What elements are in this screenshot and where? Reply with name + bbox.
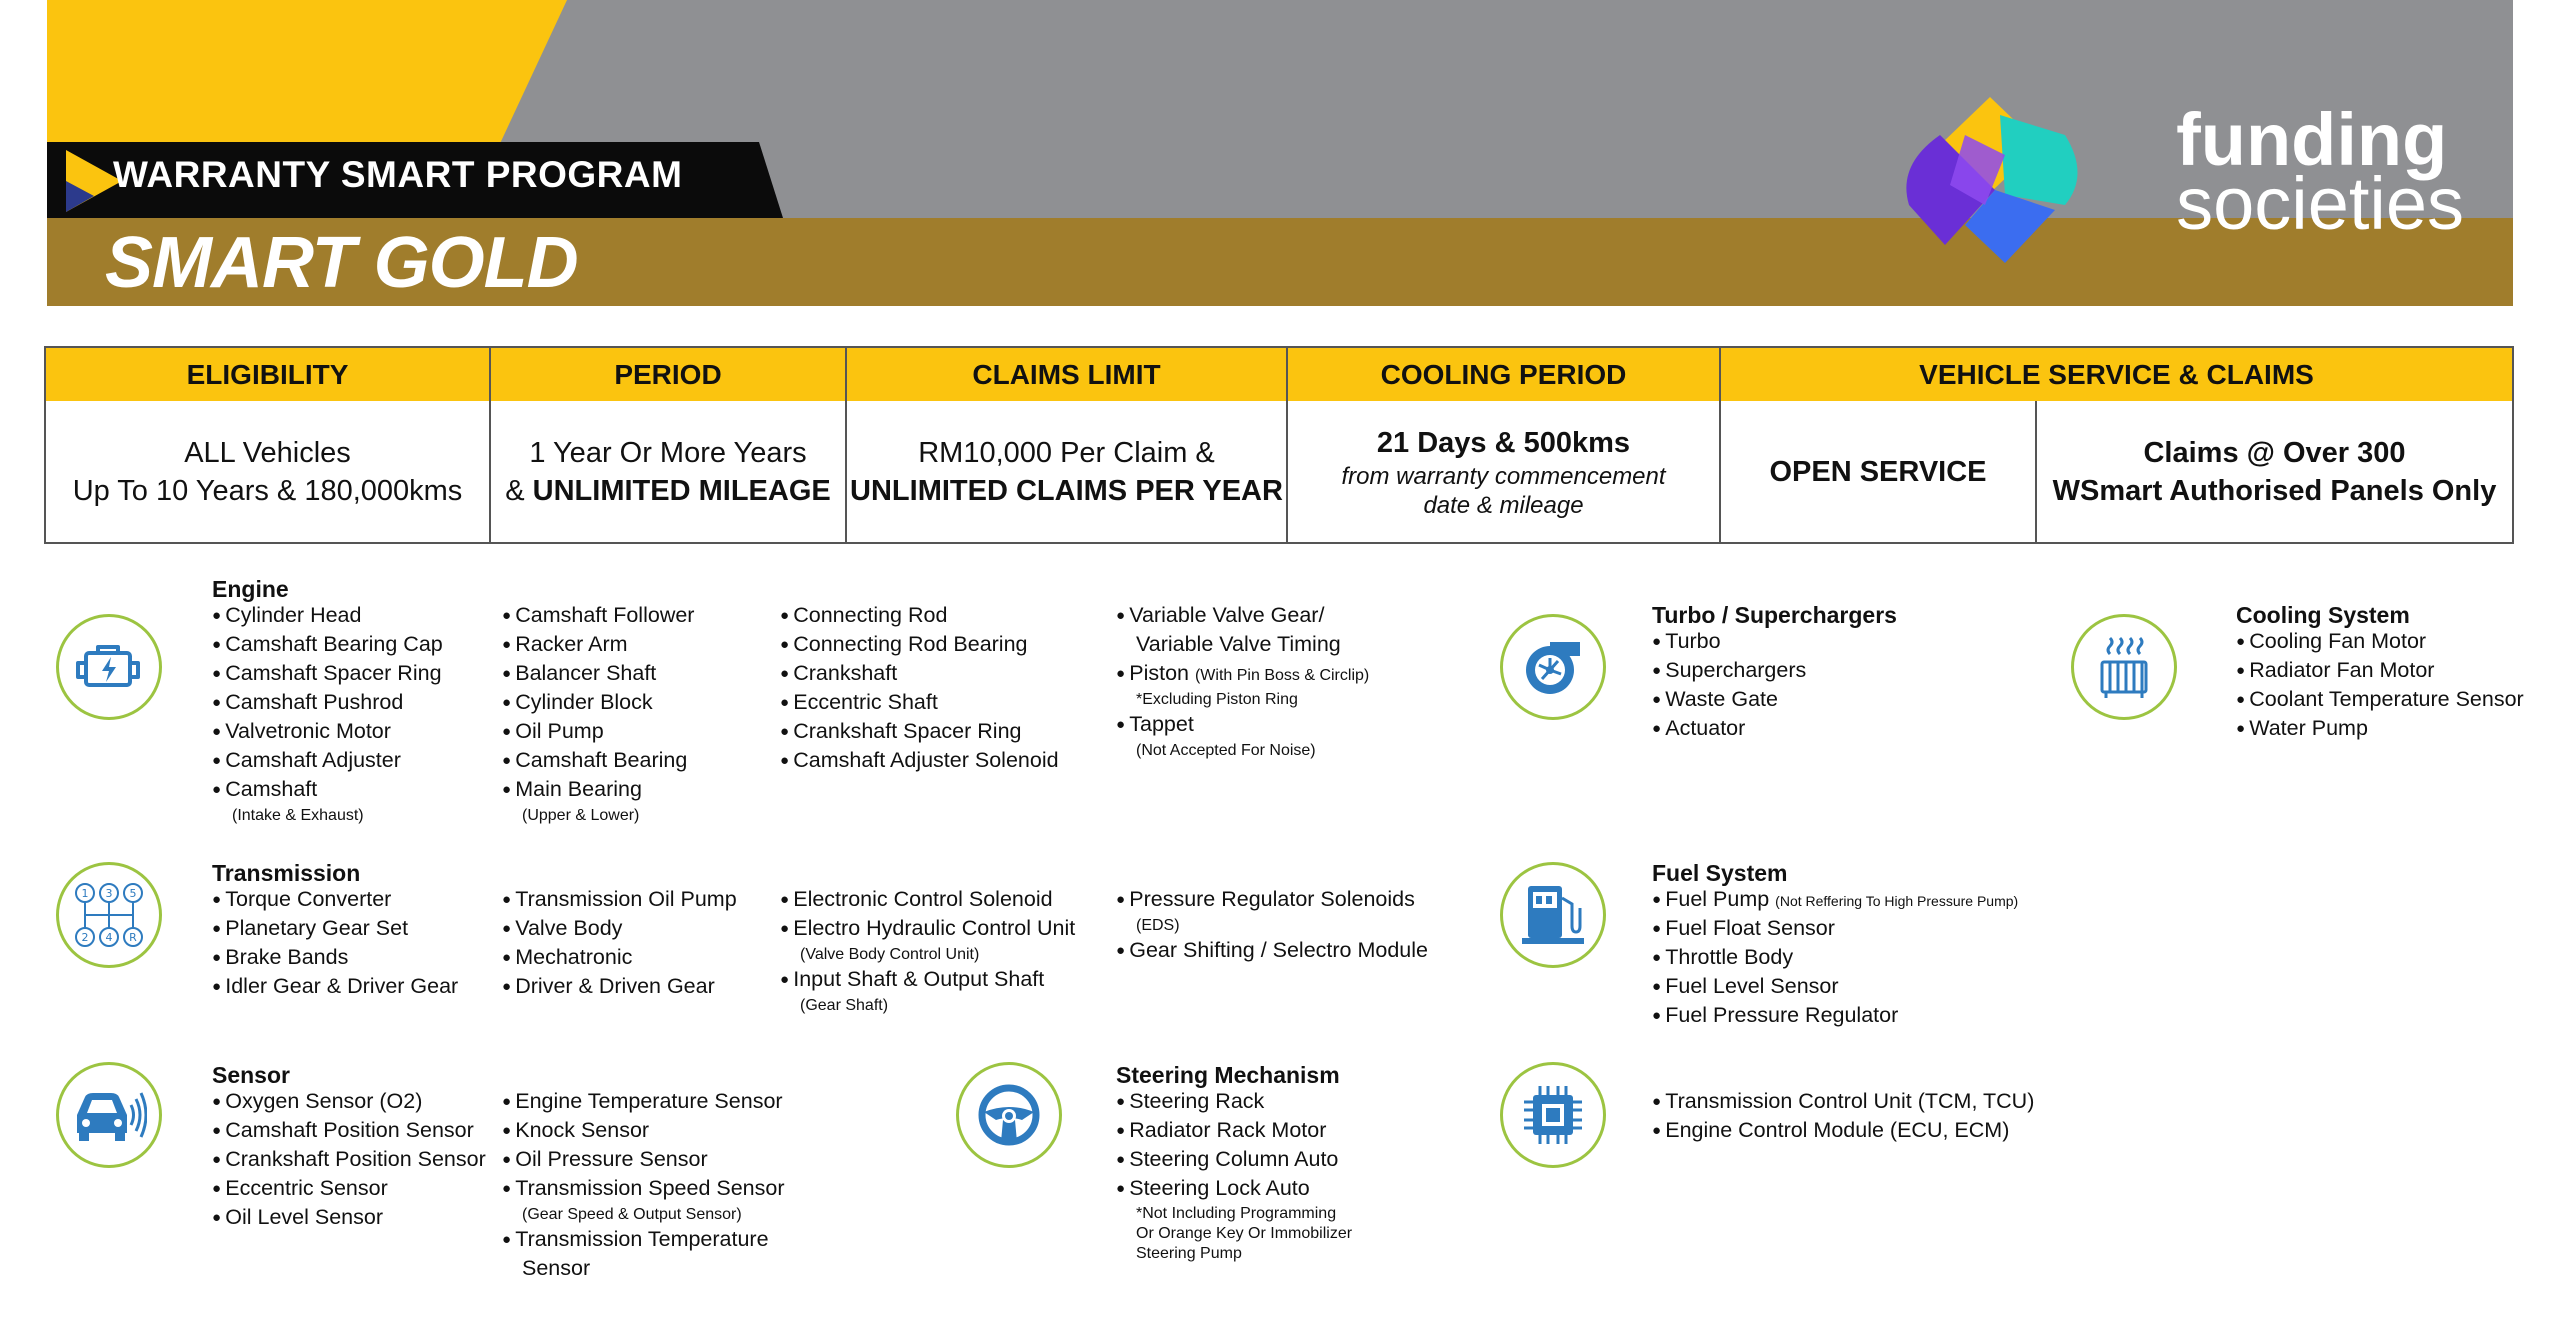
list-item: ● Engine Control Module (ECU, ECM)	[1652, 1117, 2034, 1146]
steering-wheel-icon	[956, 1062, 1062, 1168]
list-item: ● Superchargers	[1652, 657, 1806, 686]
gear-label: R	[129, 931, 137, 944]
list-item: ● Knock Sensor	[502, 1117, 785, 1146]
list-item-continued: Variable Valve Timing	[1136, 632, 1341, 656]
list-item: ● Driver & Driven Gear	[502, 973, 737, 1002]
gear-label: 5	[129, 887, 137, 900]
sensor-title: Sensor	[212, 1062, 290, 1088]
list-item: ● Engine Temperature Sensor	[502, 1088, 785, 1117]
list-item: ● Camshaft Spacer Ring	[212, 660, 443, 689]
turbo-list	[1652, 628, 1806, 744]
gear-shifter-icon	[56, 862, 162, 968]
list-item: ● Camshaft Bearing Cap	[212, 631, 443, 660]
list-item: ● Oil Pressure Sensor	[502, 1146, 785, 1175]
list-item: ● Transmission Speed Sensor	[502, 1175, 785, 1204]
engine-icon	[56, 614, 162, 720]
cell-claims-panels	[2037, 401, 2512, 542]
fuel-pump-icon	[1500, 862, 1606, 968]
list-item: ● Cylinder Head	[212, 602, 443, 631]
funding-societies-logo-icon	[1905, 95, 2085, 265]
fuel-list	[1652, 886, 2018, 1031]
gear-label: 3	[105, 887, 113, 900]
list-item: ● Valve Body	[502, 915, 737, 944]
eligibility-line2: Up To 10 Years & 180,000kms	[72, 474, 463, 507]
list-item: ● Planetary Gear Set	[212, 915, 458, 944]
cell-period	[491, 401, 847, 542]
cell-eligibility	[46, 401, 491, 542]
transmission-title: Transmission	[212, 860, 361, 886]
list-item: ● Transmission Oil Pump	[502, 886, 737, 915]
list-item: ● Fuel Pressure Regulator	[1652, 1002, 2018, 1031]
list-note: Steering Pump	[1136, 1245, 1242, 1262]
list-item: ● Torque Converter	[212, 886, 458, 915]
list-item: ● Throttle Body	[1652, 944, 2018, 973]
list-item: ● Idler Gear & Driver Gear	[212, 973, 458, 1002]
list-note: (Intake & Exhaust)	[232, 807, 364, 824]
banner-yellow-shape	[47, 0, 567, 150]
list-item: ● Mechatronic	[502, 944, 737, 973]
cell-open-service	[1721, 401, 2037, 542]
steering-list	[1116, 1088, 1352, 1264]
list-item: ● Crankshaft Position Sensor	[212, 1146, 486, 1175]
program-title: WARRANTY SMART PROGRAM	[113, 154, 683, 195]
list-item: ● Oil Pump	[502, 718, 694, 747]
list-item: ● Main Bearing	[502, 776, 694, 805]
period-line1: 1 Year Or More Years	[529, 436, 807, 469]
list-item: ● Camshaft Position Sensor	[212, 1117, 486, 1146]
list-item: ● Water Pump	[2236, 715, 2524, 744]
period-line2: & UNLIMITED MILEAGE	[505, 474, 831, 507]
transmission-list-col2	[502, 886, 737, 1002]
list-item: ● Camshaft Bearing	[502, 747, 694, 776]
list-item: ● Cylinder Block	[502, 689, 694, 718]
list-item: ● Camshaft Adjuster Solenoid	[780, 747, 1059, 776]
list-item: ● Gear Shifting / Selectro Module	[1116, 937, 1428, 966]
list-note: (Gear Shaft)	[800, 997, 889, 1014]
list-item: ● Fuel Pump (Not Reffering To High Pressure Pump)	[1652, 886, 2018, 915]
header-claims-limit: CLAIMS LIMIT	[847, 348, 1288, 401]
list-note: (Valve Body Control Unit)	[800, 946, 980, 963]
list-note: Or Orange Key Or Immobilizer	[1136, 1225, 1353, 1242]
transmission-list-col1	[212, 886, 458, 1002]
list-item: ● Actuator	[1652, 715, 1806, 744]
gear-label: 1	[81, 887, 89, 900]
cooling-period-note2: date & mileage	[1423, 491, 1584, 519]
list-item: ● Connecting Rod	[780, 602, 1059, 631]
list-item: ● Brake Bands	[212, 944, 458, 973]
list-item: ● Fuel Float Sensor	[1652, 915, 2018, 944]
fuel-title: Fuel System	[1652, 860, 1788, 886]
list-item: ● Steering Rack	[1116, 1088, 1352, 1117]
list-item: ● Camshaft Follower	[502, 602, 694, 631]
turbo-icon	[1500, 614, 1606, 720]
list-item: ● Electronic Control Solenoid	[780, 886, 1075, 915]
header-vehicle-service: VEHICLE SERVICE & CLAIMS	[1721, 348, 2512, 401]
cooling-period-note1: from warranty commencement	[1341, 462, 1666, 490]
list-item: ● Connecting Rod Bearing	[780, 631, 1059, 660]
brand-line2: societies	[2176, 162, 2464, 245]
header-cooling-period: COOLING PERIOD	[1288, 348, 1721, 401]
list-item: ● Eccentric Shaft	[780, 689, 1059, 718]
open-service-label: OPEN SERVICE	[1769, 455, 1987, 488]
list-note: (Gear Speed & Output Sensor)	[522, 1206, 742, 1223]
list-item: ● Radiator Rack Motor	[1116, 1117, 1352, 1146]
list-item: ● Electro Hydraulic Control Unit	[780, 915, 1075, 944]
list-item: ● Tappet	[1116, 711, 1369, 740]
list-item: ● Input Shaft & Output Shaft	[780, 966, 1075, 995]
radiator-icon	[2071, 614, 2177, 720]
transmission-list-col3	[780, 886, 1075, 1017]
engine-title: Engine	[212, 576, 289, 602]
list-item: ● Radiator Fan Motor	[2236, 657, 2524, 686]
transmission-list-col4	[1116, 886, 1428, 966]
list-item: ● Oxygen Sensor (O2)	[212, 1088, 486, 1117]
list-item: ● Steering Lock Auto	[1116, 1175, 1352, 1204]
list-item: ● Crankshaft	[780, 660, 1059, 689]
list-note: (Not Accepted For Noise)	[1136, 742, 1316, 759]
microchip-icon	[1500, 1062, 1606, 1168]
list-item: ● Camshaft Adjuster	[212, 747, 443, 776]
claims-panels-line1: Claims @ Over 300	[2143, 436, 2406, 469]
list-item: ● Transmission Control Unit (TCM, TCU)	[1652, 1088, 2034, 1117]
brand-line1: funding	[2176, 98, 2448, 181]
car-sensor-icon	[56, 1062, 162, 1168]
list-note: *Excluding Piston Ring	[1136, 691, 1298, 708]
steering-title: Steering Mechanism	[1116, 1062, 1340, 1088]
claims-limit-line2: UNLIMITED CLAIMS PER YEAR	[850, 474, 1283, 507]
list-item: ● Pressure Regulator Solenoids	[1116, 886, 1428, 915]
header-eligibility: ELIGIBILITY	[46, 348, 491, 401]
list-item: ● Crankshaft Spacer Ring	[780, 718, 1059, 747]
list-note: (EDS)	[1136, 917, 1180, 934]
list-item: ● Oil Level Sensor	[212, 1204, 486, 1233]
list-item: ● Eccentric Sensor	[212, 1175, 486, 1204]
list-item: ● Turbo	[1652, 628, 1806, 657]
list-note: (Upper & Lower)	[522, 807, 640, 824]
cooling-period-main: 21 Days & 500kms	[1376, 426, 1631, 459]
list-item: ● Transmission Temperature	[502, 1226, 785, 1255]
list-item: ● Cooling Fan Motor	[2236, 628, 2524, 657]
gear-label: 4	[105, 931, 113, 944]
engine-list-col4	[1116, 602, 1369, 762]
summary-table	[44, 346, 2514, 544]
cell-cooling-period	[1288, 401, 1721, 542]
engine-list-col2	[502, 602, 694, 827]
brand-wordmark	[2176, 98, 2464, 245]
list-item: ● Piston (With Pin Boss & Circlip)	[1116, 660, 1369, 689]
cooling-list	[2236, 628, 2524, 744]
electronics-list	[1652, 1088, 2034, 1146]
list-item: ● Balancer Shaft	[502, 660, 694, 689]
list-item-continued: Sensor	[522, 1256, 591, 1280]
list-item: ● Valvetronic Motor	[212, 718, 443, 747]
list-item: ● Racker Arm	[502, 631, 694, 660]
sensor-list-col2	[502, 1088, 785, 1284]
claims-limit-line1: RM10,000 Per Claim &	[918, 436, 1215, 469]
list-item: ● Camshaft	[212, 776, 443, 805]
list-item: ● Steering Column Auto	[1116, 1146, 1352, 1175]
eligibility-line1: ALL Vehicles	[184, 436, 351, 469]
claims-panels-line2: WSmart Authorised Panels Only	[2052, 474, 2497, 507]
turbo-title: Turbo / Superchargers	[1652, 602, 1897, 628]
engine-list-col3	[780, 602, 1059, 776]
engine-list-col1	[212, 602, 443, 827]
list-item: ● Camshaft Pushrod	[212, 689, 443, 718]
list-item: ● Variable Valve Gear/	[1116, 602, 1369, 631]
product-title: SMART GOLD	[105, 223, 578, 303]
list-item: ● Fuel Level Sensor	[1652, 973, 2018, 1002]
header-period: PERIOD	[491, 348, 847, 401]
list-item: ● Waste Gate	[1652, 686, 1806, 715]
sensor-list-col1	[212, 1088, 486, 1233]
list-note: *Not Including Programming	[1136, 1205, 1337, 1222]
list-item: ● Coolant Temperature Sensor	[2236, 686, 2524, 715]
cooling-title: Cooling System	[2236, 602, 2410, 628]
gear-label: 2	[81, 931, 89, 944]
cell-claims-limit	[847, 401, 1288, 542]
